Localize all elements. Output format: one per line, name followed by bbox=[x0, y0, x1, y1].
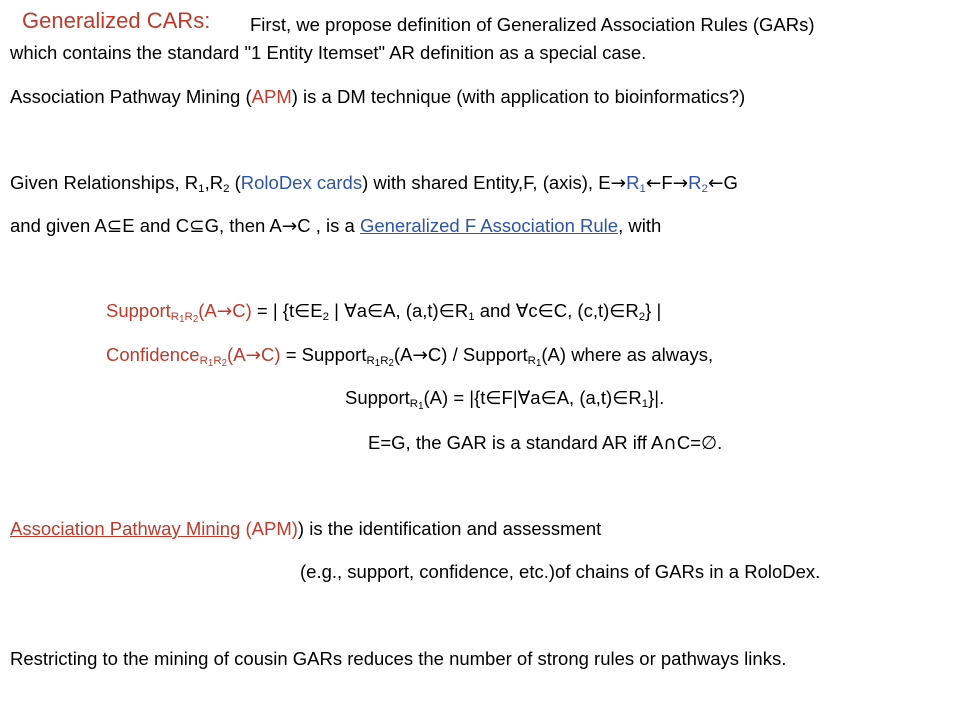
support-r1-formula: Support$_{R_1}$(A) = |{t∈F|∀a∈A, $(a,t)\in R_1\}|$. bbox=[345, 387, 665, 412]
apm-definition-line-2: (e.g., support, confidence, etc.)of chains of GARs in a RoloDex. bbox=[300, 561, 821, 582]
association-pathway-mining-link[interactable]: Association Pathway Mining bbox=[10, 518, 241, 539]
intro-line-1: First, we propose definition of Generalized Association Rules (GARs) bbox=[250, 14, 815, 35]
subset-icon: ⊆ bbox=[189, 216, 205, 237]
right-arrow-icon: → bbox=[610, 173, 627, 194]
eg-line: E=G, the GAR is a standard AR iff A∩C=∅. bbox=[368, 432, 723, 454]
rolodex-term: RoloDex cards bbox=[240, 172, 363, 193]
left-arrow-icon: ← bbox=[645, 173, 662, 194]
given-line: Given Relationships, $R_1,R_2$ (RoloDex cards) with shared Entity,F, (axis), $E\to R_1\leftarrow F\to R_2\leftarrow G$ bbox=[10, 172, 738, 195]
intro-line-2: which contains the standard "1 Entity Itemset" AR definition as a special case. bbox=[10, 42, 647, 63]
intersection-icon: ∩ bbox=[663, 433, 677, 454]
confidence-formula: Confidence$_{R_1R_2}$(A→C) = Support$_{R_1R_2}$(A→C) / Support$_{R_1}$(A) where as always, bbox=[106, 344, 714, 369]
apm-term: APM bbox=[251, 86, 292, 107]
right-arrow-icon: → bbox=[281, 216, 298, 237]
left-arrow-icon: ← bbox=[707, 173, 724, 194]
apm-intro-line: Association Pathway Mining (APM) is a DM technique (with application to bioinformatics?) bbox=[10, 86, 746, 107]
empty-set-icon: ∅ bbox=[701, 433, 718, 454]
apm-term: APM bbox=[251, 518, 292, 539]
slide-title: Generalized CARs: bbox=[22, 8, 211, 33]
right-arrow-icon: → bbox=[672, 173, 689, 194]
generalized-f-association-rule-link[interactable]: Generalized F Association Rule bbox=[359, 215, 619, 236]
restrict-line: Restricting to the mining of cousin GARs reduces the number of strong rules or pathways links. bbox=[10, 648, 787, 669]
and-given-line: and given A⊆E and C⊆G, then A→C , is a Generalized F Association Rule, with bbox=[10, 215, 662, 237]
apm-definition-line: Association Pathway Mining (APM)) is the identification and assessment bbox=[10, 518, 602, 539]
subset-icon: ⊆ bbox=[106, 216, 123, 237]
support-formula: Support$_{R_1R_2}$(A→C) = | {$t\in E_2$ | ∀a∈A, $(a,t)\in R_1$ and ∀c∈C, $(c,t)\in R_2$} | bbox=[106, 300, 662, 325]
